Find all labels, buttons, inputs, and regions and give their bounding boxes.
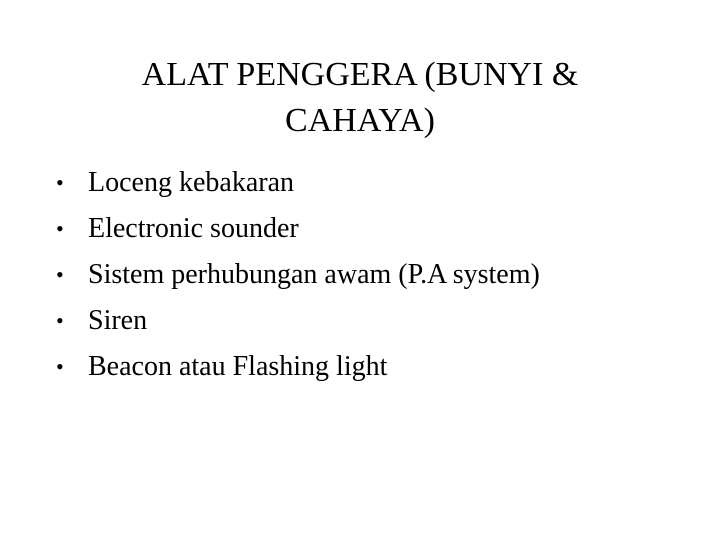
bullet-text: Loceng kebakaran — [88, 167, 294, 198]
bullet-text: Beacon atau Flashing light — [88, 351, 388, 382]
bullet-dot-icon: • — [56, 262, 64, 287]
bullet-dot-icon: • — [56, 216, 64, 241]
bullet-dot-icon: • — [56, 170, 64, 195]
bullet-dot-icon: • — [56, 308, 64, 333]
bullet-text: Sistem perhubungan awam (P.A system) — [88, 259, 540, 290]
bullet-text: Siren — [88, 305, 148, 336]
slide-title-line-2: CAHAYA) — [285, 102, 435, 139]
bullet-dot-icon: • — [56, 354, 64, 379]
slide-title — [60, 52, 660, 144]
slide-title-line-1: ALAT PENGGERA (BUNYI & — [141, 56, 579, 93]
bullet-text: Electronic sounder — [88, 213, 299, 244]
